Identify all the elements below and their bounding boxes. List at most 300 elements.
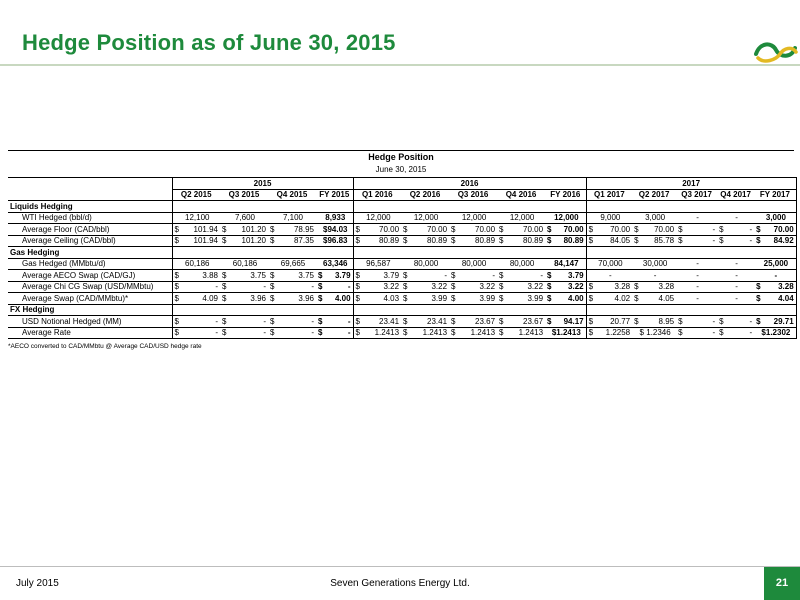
value-cell bbox=[497, 235, 545, 247]
value-cell bbox=[220, 316, 268, 328]
row-label: WTI Hedged (bbl/d) bbox=[8, 212, 172, 224]
cell-value: - bbox=[347, 316, 351, 326]
row-label: Average AECO Swap (CAD/GJ) bbox=[8, 270, 172, 282]
value-cell-content bbox=[356, 213, 400, 222]
cell-value: 3.28 bbox=[658, 282, 675, 292]
currency-symbol: $ bbox=[547, 270, 552, 280]
value-cell bbox=[353, 258, 401, 270]
value-cell bbox=[401, 212, 449, 224]
cell-value: - bbox=[263, 328, 266, 338]
value-cell-content bbox=[499, 271, 543, 280]
value-cell-content bbox=[719, 225, 752, 234]
value-cell-content bbox=[499, 259, 543, 268]
value-cell-content bbox=[678, 213, 715, 222]
value-cell-content bbox=[318, 213, 351, 222]
cell-value: 70.00 bbox=[427, 224, 448, 234]
value-cell-content bbox=[634, 236, 674, 245]
currency-symbol: $ bbox=[403, 328, 408, 338]
value-cell bbox=[586, 235, 632, 247]
value-cell-content bbox=[175, 271, 219, 280]
value-cell bbox=[268, 212, 316, 224]
currency-symbol: $ bbox=[499, 328, 504, 338]
cell-value: - bbox=[749, 236, 753, 246]
currency-symbol: $ bbox=[403, 224, 408, 234]
currency-symbol: $ bbox=[451, 282, 456, 292]
cell-value: 1.2258 bbox=[605, 328, 631, 338]
value-cell-content bbox=[634, 294, 674, 303]
table-row bbox=[8, 258, 796, 270]
cell-value: - bbox=[735, 282, 738, 292]
value-cell-content bbox=[403, 259, 447, 268]
section-filler-cell bbox=[353, 201, 401, 213]
value-cell bbox=[353, 281, 401, 293]
section-filler-cell bbox=[754, 201, 796, 213]
quarter-header: Q4 2015 bbox=[268, 189, 316, 201]
value-cell-content bbox=[318, 294, 351, 303]
section-filler-cell bbox=[676, 247, 717, 259]
value-cell bbox=[717, 293, 754, 305]
value-cell bbox=[449, 316, 497, 328]
value-cell bbox=[586, 258, 632, 270]
section-filler-cell bbox=[353, 247, 401, 259]
cell-value: 1.2413 bbox=[422, 328, 448, 338]
value-cell-content bbox=[678, 282, 715, 291]
value-cell bbox=[632, 293, 676, 305]
section-filler-cell bbox=[676, 201, 717, 213]
table-subtitle: June 30, 2015 bbox=[375, 165, 427, 174]
section-filler-cell bbox=[754, 304, 796, 316]
cell-value: 3.75 bbox=[298, 270, 314, 280]
value-cell-content bbox=[589, 328, 631, 337]
section-filler-cell bbox=[172, 247, 220, 259]
cell-value: 80.89 bbox=[563, 236, 584, 246]
currency-symbol: $ bbox=[756, 236, 761, 246]
cell-value: - bbox=[749, 224, 753, 234]
currency-symbol: $ bbox=[588, 293, 594, 303]
currency-symbol: $ bbox=[222, 236, 227, 246]
value-cell-content bbox=[547, 294, 584, 303]
quarter-header-row bbox=[8, 189, 796, 201]
value-cell-content bbox=[222, 225, 266, 234]
value-cell-content bbox=[175, 213, 219, 222]
cell-value: 80,000 bbox=[509, 259, 535, 269]
cell-value: 4.00 bbox=[568, 293, 584, 303]
cell-value: 12,100 bbox=[185, 213, 210, 223]
value-cell bbox=[545, 316, 586, 328]
value-cell bbox=[220, 281, 268, 293]
value-cell-content bbox=[756, 282, 794, 291]
currency-symbol: $ bbox=[174, 236, 179, 246]
cell-value: - bbox=[444, 270, 448, 280]
currency-symbol: $ bbox=[318, 293, 323, 303]
currency-symbol: $ bbox=[174, 270, 179, 280]
value-cell-content bbox=[634, 225, 674, 234]
currency-symbol: $ bbox=[355, 328, 360, 338]
cell-value: 1.2413 bbox=[470, 328, 496, 338]
section-filler-cell bbox=[353, 304, 401, 316]
value-cell-content bbox=[403, 294, 447, 303]
value-cell bbox=[268, 293, 316, 305]
value-cell bbox=[353, 224, 401, 236]
cell-value: 12,000 bbox=[366, 213, 391, 223]
value-cell bbox=[172, 212, 220, 224]
value-cell-content bbox=[678, 328, 715, 337]
currency-symbol: $ bbox=[499, 316, 504, 326]
value-cell-content bbox=[589, 213, 631, 222]
value-cell bbox=[316, 270, 353, 282]
currency-symbol: $ bbox=[222, 328, 227, 338]
value-cell-content bbox=[175, 294, 219, 303]
cell-value: - bbox=[215, 328, 218, 338]
value-cell bbox=[676, 316, 717, 328]
cell-value: 3.22 bbox=[527, 282, 544, 292]
section-filler-cell bbox=[401, 247, 449, 259]
currency-symbol: $ bbox=[222, 316, 227, 326]
section-filler-cell bbox=[586, 247, 632, 259]
value-cell bbox=[268, 281, 316, 293]
currency-symbol: $ bbox=[451, 316, 456, 326]
section-label: Gas Hedging bbox=[8, 247, 172, 259]
currency-symbol: $ bbox=[719, 236, 724, 246]
value-cell bbox=[316, 258, 353, 270]
cell-value: 70,000 bbox=[598, 259, 623, 269]
section-filler-cell bbox=[316, 201, 353, 213]
value-cell bbox=[268, 224, 316, 236]
quarter-header: FY 2015 bbox=[316, 189, 353, 201]
currency-symbol: $ bbox=[756, 282, 761, 292]
value-cell-content bbox=[222, 328, 266, 337]
cell-value: 96,587 bbox=[366, 259, 391, 269]
value-cell bbox=[676, 258, 717, 270]
value-cell-content bbox=[678, 236, 715, 245]
cell-value: - bbox=[215, 282, 218, 292]
cell-value: 8,933 bbox=[325, 213, 346, 223]
value-cell-content bbox=[719, 282, 752, 291]
value-cell-content bbox=[451, 317, 495, 326]
value-cell-content bbox=[451, 282, 495, 291]
value-cell bbox=[401, 293, 449, 305]
row-label: USD Notional Hedged (MM) bbox=[8, 316, 172, 328]
value-cell-content bbox=[756, 328, 794, 337]
value-cell bbox=[353, 212, 401, 224]
value-cell bbox=[268, 327, 316, 339]
table-row bbox=[8, 316, 796, 328]
value-cell bbox=[172, 316, 220, 328]
value-cell-content bbox=[499, 225, 543, 234]
value-cell-content bbox=[756, 317, 794, 326]
currency-symbol: $ bbox=[547, 316, 552, 326]
cell-value: 9,000 bbox=[600, 213, 621, 223]
cell-value: 70.00 bbox=[773, 224, 794, 234]
value-cell-content bbox=[356, 271, 400, 280]
section-filler-cell bbox=[586, 201, 632, 213]
value-cell-content bbox=[634, 282, 674, 291]
quarter-header: Q2 2015 bbox=[172, 189, 220, 201]
value-cell bbox=[717, 212, 754, 224]
cell-value: 84.92 bbox=[773, 236, 794, 246]
value-cell bbox=[754, 224, 796, 236]
cell-value: 84.05 bbox=[610, 236, 631, 246]
cell-value: 80.89 bbox=[379, 236, 400, 246]
cell-value: 101.94 bbox=[193, 236, 218, 246]
value-cell-content bbox=[318, 271, 351, 280]
value-cell-content bbox=[175, 317, 219, 326]
value-cell-content bbox=[499, 282, 543, 291]
value-cell bbox=[586, 270, 632, 282]
quarter-header: Q4 2016 bbox=[497, 189, 545, 201]
currency-symbol: $ bbox=[499, 293, 504, 303]
cell-value: 70.00 bbox=[475, 224, 496, 234]
section-filler-cell bbox=[632, 201, 676, 213]
currency-symbol: $ bbox=[499, 224, 504, 234]
value-cell bbox=[717, 235, 754, 247]
currency-symbol: $ bbox=[547, 224, 552, 234]
value-cell-content bbox=[270, 328, 314, 337]
value-cell-content bbox=[719, 236, 752, 245]
value-cell-content bbox=[756, 213, 794, 222]
currency-symbol: $ bbox=[270, 328, 275, 338]
cell-value: $ 1.2346 bbox=[639, 328, 671, 338]
cell-value: $94.03 bbox=[323, 224, 348, 234]
value-cell bbox=[754, 327, 796, 339]
value-cell-content bbox=[451, 328, 495, 337]
value-cell-content bbox=[756, 236, 794, 245]
cell-value: 78.95 bbox=[293, 224, 314, 234]
quarter-header: Q1 2017 bbox=[586, 189, 632, 201]
currency-symbol: $ bbox=[634, 293, 639, 303]
value-cell-content bbox=[451, 259, 495, 268]
section-filler-cell bbox=[497, 304, 545, 316]
currency-symbol: $ bbox=[318, 282, 323, 292]
currency-symbol: $ bbox=[719, 224, 724, 234]
currency-symbol: $ bbox=[588, 224, 594, 234]
value-cell-content bbox=[403, 236, 447, 245]
value-cell-content bbox=[499, 294, 543, 303]
currency-symbol: $ bbox=[270, 236, 275, 246]
section-filler-cell bbox=[220, 201, 268, 213]
value-cell bbox=[545, 258, 586, 270]
cell-value: 12,000 bbox=[413, 213, 439, 223]
value-cell bbox=[401, 316, 449, 328]
currency-symbol: $ bbox=[174, 282, 179, 292]
value-cell bbox=[172, 258, 220, 270]
value-cell bbox=[632, 281, 676, 293]
value-cell bbox=[172, 235, 220, 247]
cell-value: - bbox=[712, 328, 716, 338]
value-cell bbox=[220, 293, 268, 305]
cell-value: 23.41 bbox=[379, 316, 400, 326]
currency-symbol: $ bbox=[719, 316, 724, 326]
cell-value: 101.94 bbox=[193, 224, 218, 234]
value-cell bbox=[172, 293, 220, 305]
section-filler-cell bbox=[545, 304, 586, 316]
currency-symbol: $ bbox=[270, 316, 275, 326]
cell-value: 3,000 bbox=[765, 213, 786, 223]
value-cell-content bbox=[756, 294, 794, 303]
currency-symbol: $ bbox=[222, 224, 227, 234]
cell-value: 94.17 bbox=[563, 316, 584, 326]
title-divider bbox=[0, 64, 800, 66]
value-cell-content bbox=[403, 328, 447, 337]
value-cell bbox=[497, 327, 545, 339]
footer-company: Seven Generations Energy Ltd. bbox=[330, 578, 470, 589]
currency-symbol: $ bbox=[634, 316, 639, 326]
value-cell-content bbox=[222, 282, 266, 291]
value-cell bbox=[545, 224, 586, 236]
section-filler-cell bbox=[268, 247, 316, 259]
quarter-header: Q3 2017 bbox=[676, 189, 717, 201]
value-cell bbox=[717, 327, 754, 339]
value-cell-content bbox=[499, 213, 543, 222]
cell-value: - bbox=[696, 259, 699, 269]
quarter-header: Q3 2015 bbox=[220, 189, 268, 201]
value-cell-content bbox=[270, 259, 314, 268]
cell-value: 84,147 bbox=[554, 259, 579, 269]
value-cell-content bbox=[451, 225, 495, 234]
cell-value: 12,000 bbox=[509, 213, 535, 223]
cell-value: 3.88 bbox=[202, 270, 218, 280]
currency-symbol: $ bbox=[355, 282, 360, 292]
company-logo-icon bbox=[752, 36, 798, 66]
value-cell bbox=[545, 281, 586, 293]
value-cell-content bbox=[356, 328, 400, 337]
cell-value: - bbox=[735, 293, 738, 303]
cell-value: - bbox=[696, 282, 699, 292]
value-cell bbox=[401, 258, 449, 270]
value-cell bbox=[316, 235, 353, 247]
quarter-header: Q4 2017 bbox=[717, 189, 754, 201]
row-label: Average Swap (CAD/MMbtu)* bbox=[8, 293, 172, 305]
cell-value: 85.78 bbox=[654, 236, 675, 246]
value-cell-content bbox=[318, 236, 351, 245]
currency-symbol: $ bbox=[588, 328, 594, 338]
value-cell bbox=[449, 281, 497, 293]
footer-date: July 2015 bbox=[16, 578, 59, 589]
currency-symbol: $ bbox=[355, 293, 360, 303]
cell-value: 101.20 bbox=[241, 236, 266, 246]
table-title: Hedge Position bbox=[368, 152, 434, 162]
value-cell bbox=[497, 212, 545, 224]
cell-value: 30,000 bbox=[642, 259, 668, 269]
cell-value: 3.99 bbox=[431, 293, 448, 303]
value-cell-content bbox=[547, 271, 584, 280]
section-filler-cell bbox=[172, 201, 220, 213]
blank-header-cell bbox=[8, 189, 172, 201]
currency-symbol: $ bbox=[403, 236, 408, 246]
currency-symbol: $ bbox=[678, 236, 683, 246]
value-cell bbox=[449, 293, 497, 305]
value-cell-content bbox=[719, 271, 752, 280]
cell-value: - bbox=[492, 270, 496, 280]
cell-value: 7,600 bbox=[234, 213, 256, 223]
cell-value: 23.67 bbox=[523, 316, 544, 326]
currency-symbol: $ bbox=[678, 224, 683, 234]
value-cell-content bbox=[175, 328, 219, 337]
value-cell bbox=[497, 281, 545, 293]
cell-value: 3,000 bbox=[645, 213, 666, 223]
cell-value: - bbox=[347, 328, 351, 338]
currency-symbol: $ bbox=[451, 270, 456, 280]
value-cell bbox=[545, 270, 586, 282]
value-cell-content bbox=[547, 259, 584, 268]
section-filler-cell bbox=[545, 247, 586, 259]
currency-symbol: $ bbox=[270, 224, 275, 234]
value-cell bbox=[401, 281, 449, 293]
value-cell-content bbox=[589, 271, 631, 280]
value-cell bbox=[676, 235, 717, 247]
cell-value: 70.00 bbox=[379, 224, 400, 234]
currency-symbol: $ bbox=[174, 224, 179, 234]
value-cell-content bbox=[589, 236, 631, 245]
value-cell bbox=[717, 316, 754, 328]
cell-value: 3.79 bbox=[383, 270, 400, 280]
cell-value: 3.28 bbox=[614, 282, 631, 292]
currency-symbol: $ bbox=[499, 236, 504, 246]
value-cell-content bbox=[719, 213, 752, 222]
value-cell-content bbox=[270, 271, 314, 280]
value-cell bbox=[220, 270, 268, 282]
currency-symbol: $ bbox=[588, 316, 594, 326]
value-cell bbox=[449, 258, 497, 270]
value-cell bbox=[545, 212, 586, 224]
cell-value: $96.83 bbox=[323, 236, 348, 246]
cell-value: - bbox=[749, 328, 753, 338]
cell-value: 23.41 bbox=[427, 316, 448, 326]
currency-symbol: $ bbox=[678, 328, 683, 338]
value-cell bbox=[268, 258, 316, 270]
value-cell-content bbox=[270, 225, 314, 234]
value-cell bbox=[497, 224, 545, 236]
currency-symbol: $ bbox=[270, 282, 275, 292]
table-row bbox=[8, 212, 796, 224]
cell-value: 70.00 bbox=[563, 224, 584, 234]
section-filler-cell bbox=[449, 247, 497, 259]
cell-value: - bbox=[712, 224, 716, 234]
value-cell-content bbox=[175, 259, 219, 268]
value-cell bbox=[754, 258, 796, 270]
value-cell bbox=[754, 235, 796, 247]
cell-value: 23.67 bbox=[475, 316, 496, 326]
value-cell-content bbox=[678, 294, 715, 303]
blank-header-cell bbox=[8, 178, 172, 190]
quarter-header: Q2 2017 bbox=[632, 189, 676, 201]
value-cell-content bbox=[222, 236, 266, 245]
cell-value: 70.00 bbox=[654, 224, 675, 234]
value-cell bbox=[449, 212, 497, 224]
value-cell bbox=[545, 327, 586, 339]
section-filler-cell bbox=[316, 304, 353, 316]
currency-symbol: $ bbox=[318, 328, 323, 338]
currency-symbol: $ bbox=[547, 282, 552, 292]
currency-symbol: $ bbox=[756, 224, 761, 234]
value-cell bbox=[676, 327, 717, 339]
section-filler-cell bbox=[316, 247, 353, 259]
value-cell bbox=[268, 316, 316, 328]
currency-symbol: $ bbox=[222, 293, 227, 303]
value-cell bbox=[632, 316, 676, 328]
currency-symbol: $ bbox=[174, 316, 179, 326]
year-header: 2017 bbox=[586, 178, 796, 190]
value-cell bbox=[316, 212, 353, 224]
section-filler-cell bbox=[717, 304, 754, 316]
section-filler-cell bbox=[676, 304, 717, 316]
section-filler-cell bbox=[268, 304, 316, 316]
section-filler-cell bbox=[449, 201, 497, 213]
value-cell-content bbox=[175, 236, 219, 245]
cell-value: 70.00 bbox=[523, 224, 544, 234]
currency-symbol: $ bbox=[588, 236, 594, 246]
cell-value: - bbox=[263, 316, 266, 326]
